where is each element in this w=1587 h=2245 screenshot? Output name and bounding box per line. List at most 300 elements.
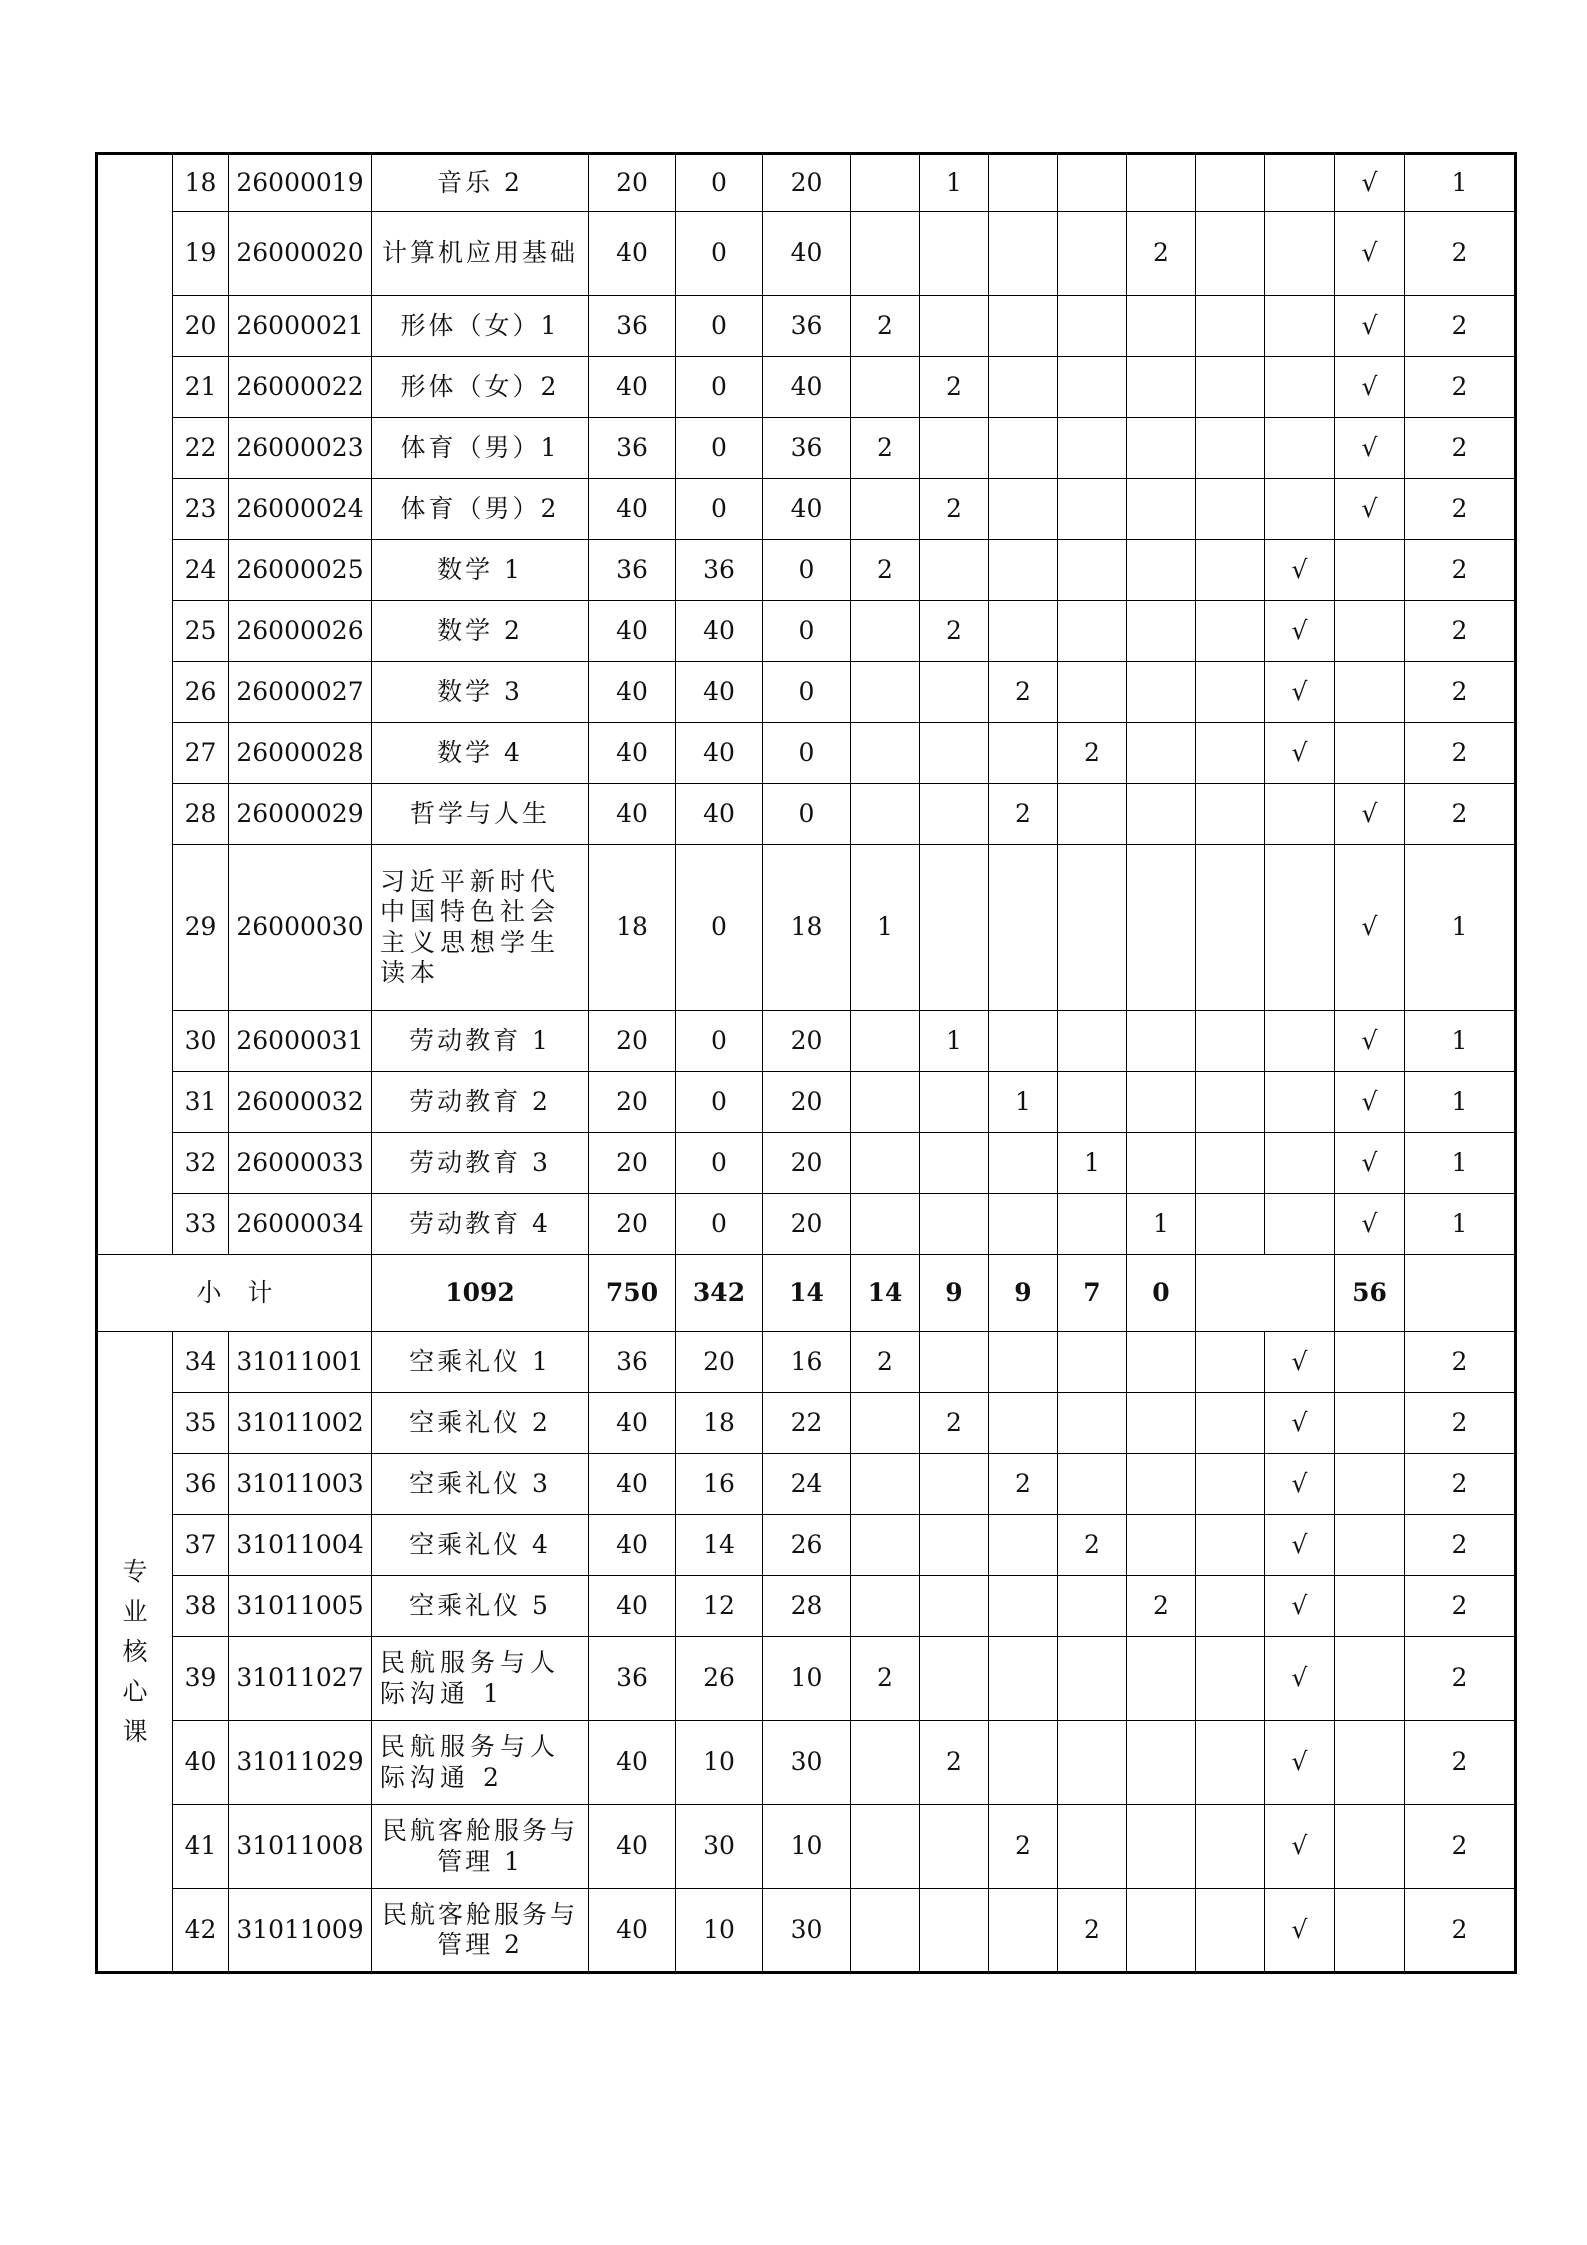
semester-4-hours: [1058, 212, 1127, 296]
semester-3-hours: [989, 540, 1058, 601]
subtotal-practice-hours: 342: [676, 1255, 763, 1332]
practice-hours: 24: [763, 1454, 851, 1515]
row-number: 21: [173, 357, 229, 418]
total-hours: 40: [589, 784, 676, 845]
theory-hours: 40: [676, 662, 763, 723]
total-hours: 20: [589, 1133, 676, 1194]
total-hours: 20: [589, 1194, 676, 1255]
semester-3-hours: [989, 601, 1058, 662]
semester-4-hours: [1058, 1194, 1127, 1255]
course-code: 31011027: [229, 1637, 372, 1721]
semester-4-hours: [1058, 662, 1127, 723]
table-row: [97, 154, 1516, 212]
semester-4-hours: [1058, 1637, 1127, 1721]
credit: 2: [1405, 1889, 1516, 1973]
assessment-mark: [1335, 662, 1405, 723]
course-plan-table: [95, 152, 1517, 1974]
semester-6-hours: [1196, 1393, 1265, 1454]
subtotal-theory-hours: 750: [589, 1255, 676, 1332]
semester-2-hours: [920, 1637, 989, 1721]
practice-hours: 0: [763, 601, 851, 662]
row-number: 35: [173, 1393, 229, 1454]
exam-mark: √: [1265, 601, 1335, 662]
credit: 2: [1405, 662, 1516, 723]
semester-2-hours: [920, 1194, 989, 1255]
row-number: 30: [173, 1011, 229, 1072]
row-number: 32: [173, 1133, 229, 1194]
semester-1-hours: [851, 479, 920, 540]
semester-6-hours: [1196, 1889, 1265, 1973]
practice-hours: 40: [763, 479, 851, 540]
subtotal-row: [97, 1255, 1516, 1332]
semester-4-hours: [1058, 1454, 1127, 1515]
semester-5-hours: [1127, 1454, 1196, 1515]
semester-2-hours: 2: [920, 601, 989, 662]
course-code: 26000028: [229, 723, 372, 784]
row-number: 24: [173, 540, 229, 601]
exam-mark: √: [1265, 1721, 1335, 1805]
practice-hours: 36: [763, 296, 851, 357]
total-hours: 36: [589, 540, 676, 601]
credit: 2: [1405, 479, 1516, 540]
semester-3-hours: [989, 1011, 1058, 1072]
total-hours: 36: [589, 1637, 676, 1721]
semester-1-hours: 2: [851, 1332, 920, 1393]
semester-2-hours: [920, 845, 989, 1011]
semester-2-hours: [920, 418, 989, 479]
assessment-mark: √: [1335, 784, 1405, 845]
semester-1-hours: [851, 212, 920, 296]
theory-hours: 36: [676, 540, 763, 601]
subtotal-label-char-2: 计: [247, 1277, 273, 1307]
exam-mark: √: [1265, 1332, 1335, 1393]
semester-3-hours: [989, 1721, 1058, 1805]
course-name: 民航服务与人际沟通 1: [372, 1637, 589, 1721]
practice-hours: 36: [763, 418, 851, 479]
course-code: 26000033: [229, 1133, 372, 1194]
semester-2-hours: [920, 1133, 989, 1194]
semester-3-hours: [989, 154, 1058, 212]
course-code: 26000032: [229, 1072, 372, 1133]
course-name: 数学 2: [372, 601, 589, 662]
semester-5-hours: [1127, 154, 1196, 212]
table-row: [97, 540, 1516, 601]
credit: 1: [1405, 154, 1516, 212]
semester-4-hours: 1: [1058, 1133, 1127, 1194]
semester-2-hours: [920, 1889, 989, 1973]
course-name: 哲学与人生: [372, 784, 589, 845]
credit: 2: [1405, 723, 1516, 784]
exam-mark: √: [1265, 1576, 1335, 1637]
semester-6-hours: [1196, 1454, 1265, 1515]
subtotal-credit: 56: [1335, 1255, 1405, 1332]
semester-6-hours: [1196, 296, 1265, 357]
total-hours: 40: [589, 1393, 676, 1454]
total-hours: 40: [589, 1454, 676, 1515]
assessment-mark: [1335, 1576, 1405, 1637]
course-name: 体育（男）2: [372, 479, 589, 540]
course-code: 31011003: [229, 1454, 372, 1515]
practice-hours: 20: [763, 1194, 851, 1255]
semester-6-hours: [1196, 601, 1265, 662]
semester-2-hours: 2: [920, 357, 989, 418]
total-hours: 40: [589, 357, 676, 418]
theory-hours: 14: [676, 1515, 763, 1576]
assessment-mark: [1335, 1393, 1405, 1454]
row-number: 23: [173, 479, 229, 540]
total-hours: 40: [589, 479, 676, 540]
exam-mark: √: [1265, 540, 1335, 601]
theory-hours: 12: [676, 1576, 763, 1637]
semester-6-hours: [1196, 1515, 1265, 1576]
assessment-mark: [1335, 1721, 1405, 1805]
semester-5-hours: [1127, 418, 1196, 479]
semester-2-hours: [920, 296, 989, 357]
theory-hours: 10: [676, 1889, 763, 1973]
semester-2-hours: [920, 1454, 989, 1515]
semester-6-hours: [1196, 784, 1265, 845]
semester-6-hours: [1196, 154, 1265, 212]
course-code: 26000019: [229, 154, 372, 212]
course-name: 劳动教育 4: [372, 1194, 589, 1255]
semester-5-hours: [1127, 662, 1196, 723]
semester-5-hours: [1127, 723, 1196, 784]
course-name: 数学 1: [372, 540, 589, 601]
row-number: 42: [173, 1889, 229, 1973]
semester-1-hours: [851, 1194, 920, 1255]
semester-6-hours: [1196, 723, 1265, 784]
credit: 2: [1405, 1637, 1516, 1721]
course-name: 空乘礼仪 4: [372, 1515, 589, 1576]
semester-1-hours: [851, 1011, 920, 1072]
table-row: [97, 1133, 1516, 1194]
row-number: 33: [173, 1194, 229, 1255]
semester-5-hours: [1127, 1011, 1196, 1072]
course-code: 26000023: [229, 418, 372, 479]
assessment-mark: √: [1335, 418, 1405, 479]
total-hours: 40: [589, 1889, 676, 1973]
table-row: [97, 1332, 1516, 1393]
course-name: 数学 3: [372, 662, 589, 723]
semester-1-hours: [851, 357, 920, 418]
semester-5-hours: [1127, 784, 1196, 845]
semester-3-hours: [989, 723, 1058, 784]
semester-3-hours: 2: [989, 784, 1058, 845]
table-row: [97, 212, 1516, 296]
semester-6-hours: [1196, 1332, 1265, 1393]
exam-mark: [1265, 212, 1335, 296]
credit: 2: [1405, 1515, 1516, 1576]
exam-mark: [1265, 845, 1335, 1011]
subtotal-semester-3-hours: 9: [920, 1255, 989, 1332]
semester-4-hours: [1058, 1072, 1127, 1133]
semester-1-hours: [851, 1576, 920, 1637]
semester-5-hours: [1127, 540, 1196, 601]
semester-6-hours: [1196, 418, 1265, 479]
practice-hours: 40: [763, 357, 851, 418]
theory-hours: 0: [676, 212, 763, 296]
table-row: [97, 1454, 1516, 1515]
semester-5-hours: [1127, 1393, 1196, 1454]
table-row: [97, 1011, 1516, 1072]
semester-1-hours: [851, 1721, 920, 1805]
semester-3-hours: [989, 296, 1058, 357]
semester-3-hours: [989, 1393, 1058, 1454]
theory-hours: 26: [676, 1637, 763, 1721]
row-number: 19: [173, 212, 229, 296]
total-hours: 20: [589, 1011, 676, 1072]
semester-1-hours: 2: [851, 296, 920, 357]
semester-2-hours: [920, 1515, 989, 1576]
credit: 2: [1405, 212, 1516, 296]
subtotal-total-hours: 1092: [372, 1255, 589, 1332]
row-number: 31: [173, 1072, 229, 1133]
course-name: 形体（女）1: [372, 296, 589, 357]
total-hours: 36: [589, 418, 676, 479]
course-code: 26000029: [229, 784, 372, 845]
course-name: 体育（男）1: [372, 418, 589, 479]
subtotal-label-char-1: 小: [196, 1277, 222, 1307]
semester-5-hours: [1127, 1332, 1196, 1393]
course-name: 音乐 2: [372, 154, 589, 212]
semester-2-hours: [920, 1332, 989, 1393]
theory-hours: 0: [676, 1194, 763, 1255]
table-row: [97, 1393, 1516, 1454]
subtotal-semester-1-hours: 14: [763, 1255, 851, 1332]
course-name: 民航客舱服务与管理 1: [372, 1805, 589, 1889]
theory-hours: 40: [676, 784, 763, 845]
semester-6-hours: [1196, 540, 1265, 601]
semester-4-hours: [1058, 154, 1127, 212]
credit: 2: [1405, 418, 1516, 479]
total-hours: 40: [589, 662, 676, 723]
theory-hours: 0: [676, 357, 763, 418]
semester-5-hours: [1127, 1133, 1196, 1194]
assessment-mark: [1335, 723, 1405, 784]
table-row: [97, 1576, 1516, 1637]
exam-mark: [1265, 1194, 1335, 1255]
semester-2-hours: 1: [920, 154, 989, 212]
semester-5-hours: [1127, 1721, 1196, 1805]
total-hours: 36: [589, 1332, 676, 1393]
credit: 1: [1405, 1072, 1516, 1133]
course-code: 26000020: [229, 212, 372, 296]
semester-6-hours: [1196, 212, 1265, 296]
semester-6-hours: [1196, 1194, 1265, 1255]
practice-hours: 0: [763, 784, 851, 845]
semester-4-hours: 2: [1058, 1889, 1127, 1973]
row-number: 20: [173, 296, 229, 357]
exam-mark: √: [1265, 1454, 1335, 1515]
exam-mark: [1265, 784, 1335, 845]
semester-5-hours: [1127, 1805, 1196, 1889]
assessment-mark: √: [1335, 1072, 1405, 1133]
semester-6-hours: [1196, 1576, 1265, 1637]
semester-6-hours: [1196, 1072, 1265, 1133]
category-cell-core: [97, 1332, 173, 1973]
semester-2-hours: 2: [920, 1393, 989, 1454]
course-code: 26000030: [229, 845, 372, 1011]
credit: 2: [1405, 601, 1516, 662]
total-hours: 18: [589, 845, 676, 1011]
semester-3-hours: [989, 845, 1058, 1011]
practice-hours: 18: [763, 845, 851, 1011]
semester-3-hours: [989, 1576, 1058, 1637]
assessment-mark: [1335, 1332, 1405, 1393]
assessment-mark: [1335, 601, 1405, 662]
table-row: [97, 784, 1516, 845]
semester-4-hours: [1058, 784, 1127, 845]
semester-5-hours: [1127, 1637, 1196, 1721]
semester-2-hours: [920, 662, 989, 723]
assessment-mark: [1335, 1515, 1405, 1576]
semester-5-hours: [1127, 479, 1196, 540]
theory-hours: 0: [676, 1133, 763, 1194]
practice-hours: 40: [763, 212, 851, 296]
assessment-mark: [1335, 1805, 1405, 1889]
row-number: 40: [173, 1721, 229, 1805]
assessment-mark: √: [1335, 1011, 1405, 1072]
semester-3-hours: [989, 479, 1058, 540]
row-number: 39: [173, 1637, 229, 1721]
total-hours: 40: [589, 1805, 676, 1889]
semester-3-hours: [989, 1637, 1058, 1721]
course-table-body: [97, 154, 1516, 1973]
course-name: 劳动教育 1: [372, 1011, 589, 1072]
table-row: [97, 296, 1516, 357]
theory-hours: 16: [676, 1454, 763, 1515]
semester-4-hours: [1058, 418, 1127, 479]
table-row: [97, 1515, 1516, 1576]
credit: 2: [1405, 1576, 1516, 1637]
semester-1-hours: [851, 662, 920, 723]
row-number: 36: [173, 1454, 229, 1515]
row-number: 27: [173, 723, 229, 784]
course-name: 习近平新时代中国特色社会主义思想学生读本: [372, 845, 589, 1011]
course-code: 31011008: [229, 1805, 372, 1889]
course-name: 劳动教育 2: [372, 1072, 589, 1133]
assessment-mark: √: [1335, 1194, 1405, 1255]
semester-4-hours: [1058, 296, 1127, 357]
semester-1-hours: [851, 1454, 920, 1515]
credit: 2: [1405, 1332, 1516, 1393]
semester-6-hours: [1196, 1805, 1265, 1889]
row-number: 22: [173, 418, 229, 479]
semester-3-hours: [989, 1194, 1058, 1255]
assessment-mark: [1335, 1889, 1405, 1973]
table-row: [97, 1805, 1516, 1889]
course-name: 空乘礼仪 5: [372, 1576, 589, 1637]
semester-4-hours: [1058, 479, 1127, 540]
credit: 1: [1405, 1194, 1516, 1255]
table-row: [97, 1889, 1516, 1973]
table-row: [97, 601, 1516, 662]
semester-2-hours: [920, 540, 989, 601]
row-number: 18: [173, 154, 229, 212]
practice-hours: 20: [763, 1072, 851, 1133]
category-cell-general: [97, 154, 173, 1255]
semester-1-hours: [851, 1889, 920, 1973]
semester-6-hours: [1196, 662, 1265, 723]
theory-hours: 18: [676, 1393, 763, 1454]
table-row: [97, 1637, 1516, 1721]
credit: 2: [1405, 540, 1516, 601]
theory-hours: 0: [676, 845, 763, 1011]
semester-1-hours: [851, 784, 920, 845]
semester-5-hours: [1127, 296, 1196, 357]
practice-hours: 28: [763, 1576, 851, 1637]
semester-2-hours: [920, 1805, 989, 1889]
semester-3-hours: [989, 357, 1058, 418]
exam-mark: [1265, 1011, 1335, 1072]
assessment-mark: [1335, 1454, 1405, 1515]
semester-5-hours: [1127, 357, 1196, 418]
semester-4-hours: [1058, 845, 1127, 1011]
semester-6-hours: [1196, 1011, 1265, 1072]
course-code: 31011001: [229, 1332, 372, 1393]
table-row: [97, 1072, 1516, 1133]
semester-5-hours: [1127, 1072, 1196, 1133]
semester-4-hours: [1058, 1721, 1127, 1805]
practice-hours: 0: [763, 662, 851, 723]
semester-1-hours: [851, 1072, 920, 1133]
row-number: 28: [173, 784, 229, 845]
total-hours: 40: [589, 601, 676, 662]
subtotal-semester-4-hours: 9: [989, 1255, 1058, 1332]
table-row: [97, 1194, 1516, 1255]
assessment-mark: √: [1335, 212, 1405, 296]
course-name: 形体（女）2: [372, 357, 589, 418]
semester-1-hours: [851, 154, 920, 212]
semester-2-hours: 2: [920, 1721, 989, 1805]
course-name: 空乘礼仪 2: [372, 1393, 589, 1454]
credit: 2: [1405, 296, 1516, 357]
row-number: 37: [173, 1515, 229, 1576]
semester-2-hours: [920, 1072, 989, 1133]
course-code: 26000025: [229, 540, 372, 601]
semester-1-hours: 1: [851, 845, 920, 1011]
semester-5-hours: 1: [1127, 1194, 1196, 1255]
credit: 2: [1405, 1721, 1516, 1805]
exam-mark: √: [1265, 1805, 1335, 1889]
course-code: 31011002: [229, 1393, 372, 1454]
exam-mark: √: [1265, 1637, 1335, 1721]
table-row: [97, 723, 1516, 784]
semester-6-hours: [1196, 357, 1265, 418]
course-name: 数学 4: [372, 723, 589, 784]
theory-hours: 20: [676, 1332, 763, 1393]
exam-mark: [1265, 1133, 1335, 1194]
semester-1-hours: [851, 1133, 920, 1194]
total-hours: 40: [589, 1721, 676, 1805]
exam-mark: [1265, 1072, 1335, 1133]
semester-5-hours: [1127, 1889, 1196, 1973]
semester-1-hours: 2: [851, 1637, 920, 1721]
semester-3-hours: [989, 1332, 1058, 1393]
total-hours: 40: [589, 723, 676, 784]
semester-5-hours: 2: [1127, 212, 1196, 296]
semester-3-hours: 2: [989, 1805, 1058, 1889]
semester-1-hours: [851, 1515, 920, 1576]
table-row: [97, 662, 1516, 723]
credit: 1: [1405, 845, 1516, 1011]
exam-mark: √: [1265, 662, 1335, 723]
semester-4-hours: [1058, 1011, 1127, 1072]
theory-hours: 0: [676, 296, 763, 357]
semester-4-hours: [1058, 540, 1127, 601]
semester-2-hours: [920, 784, 989, 845]
theory-hours: 30: [676, 1805, 763, 1889]
